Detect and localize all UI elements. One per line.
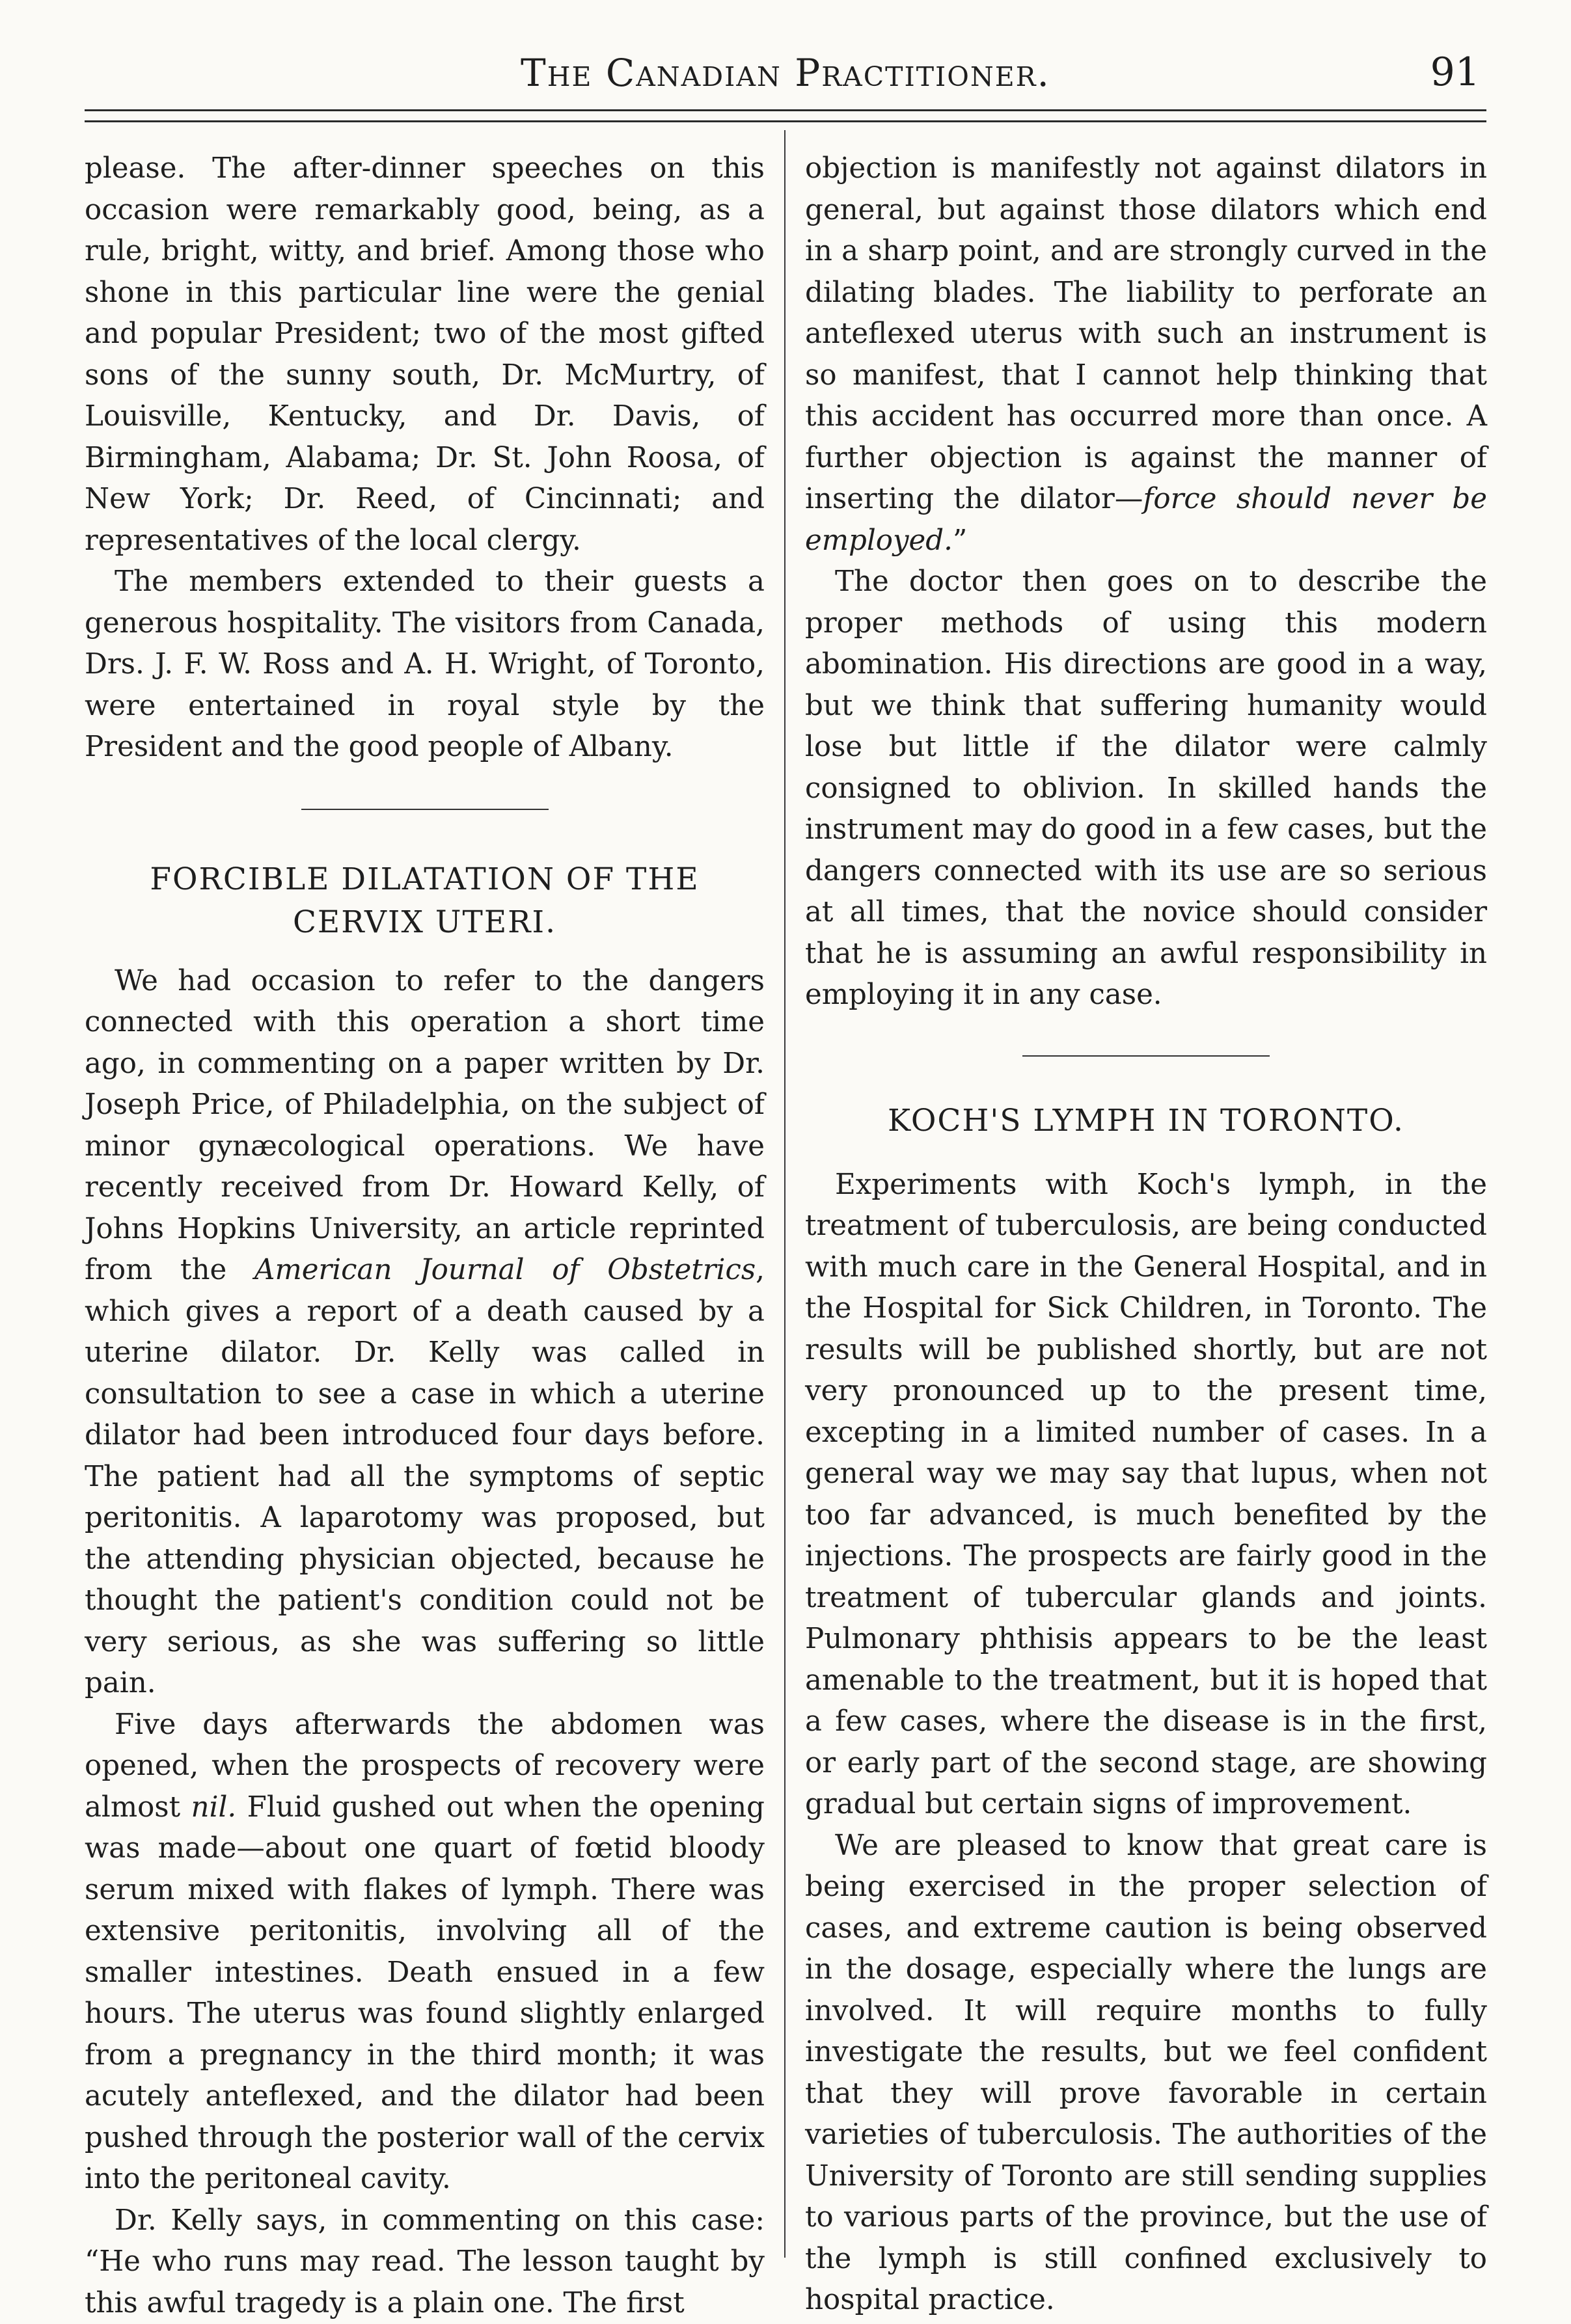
paragraph [85,961,765,1705]
right-column [805,148,1487,2321]
paragraph: please. The after-dinner speeches on this occasion were remarkably good, being, as a rule, bright, witty, and brief. Among those who shone in this particular line were the genial and popular President; two of the most gifted sons of the sunny south, Dr. McMurtry, of Louisville, Kentucky, and Dr. Davis, of Birmingham, Alabama; Dr. St. John Roosa, of New York; Dr. Reed, of Cincinnati; and representatives of the local clergy. [85,148,765,561]
header-rule-top [85,109,1486,111]
paragraph: The doctor then goes on to describe the proper methods of using this modern abomination. His directions are good in a way, but we think that suffering humanity would lose but little if the dilator were calmly consigned to oblivion. In skilled hands the instrument may do good in a few cases, but the dangers connected with its use are so serious at all times, that the novice should consider that he is assuming an awful responsibility in employing it in any case. [805,561,1487,1016]
column-divider [784,130,786,2258]
running-head [85,31,1486,103]
article-heading-kochs-lymph: KOCH'S LYMPH IN TORONTO. [805,1100,1487,1142]
paragraph [85,1705,765,2200]
text-run: objection is manifestly not against dilators in general, but against those dilators which end in a sharp point, and are strongly curved in the dilating blades. The liability to perforate an anteflexed uterus with such an instrument is so manifest, that I cannot help thinking that this accident has occurred more than once. A further objection is against the manner of inserting the dilator— [805,152,1487,515]
article-heading-forcible-dilatation: FORCIBLE DILATATION OF THE CERVIX UTERI. [85,858,765,944]
section-divider [1022,1055,1270,1057]
italic-quote: force should never be employed. [805,483,1487,557]
text-run: ” [953,524,967,557]
journal-name: American Journal of Obstetrics [254,1254,756,1286]
paragraph: Dr. Kelly says, in commenting on this case: “He who runs may read. The lesson taught by this awful tragedy is a plain one. The first [85,2200,765,2324]
left-column [85,148,765,2324]
paragraph: The members extended to their guests a generous hospitality. The visitors from Canada, Drs. J. F. W. Ross and A. H. Wright, of Toronto, were entertained in royal style by the President and the good people of Albany. [85,561,765,768]
text-run: We had occasion to refer to the dangers connected with this operation a short time ago, in commenting on a paper written by Dr. Joseph Price, of Philadelphia, on the subject of minor gynæcological operations. We have recently received from Dr. Howard Kelly, of Johns Hopkins University, an article reprinted from the [85,965,765,1287]
journal-title: The Canadian Practitioner. [85,51,1486,95]
section-divider [301,809,549,810]
text-run: Fluid gushed out when the opening was made—about one quart of fœtid bloody serum mixed with flakes of lymph. There was extensive peritonitis, involving all of the smaller intestines. Death ensued in a few hours. The uterus was found slightly enlarged from a pregnancy in the third month; it was acutely anteflexed, and the dilator had been pushed through the posterior wall of the cervix into the peritoneal cavity. [85,1791,765,2196]
page-number: 91 [1430,49,1480,95]
paragraph: Experiments with Koch's lymph, in the treatment of tuberculosis, are being conducted with much care in the General Hospital, and in the Hospital for Sick Children, in Toronto. The results will be published shortly, but are not very pronounced up to the present time, excepting in a limited number of cases. In a general way we may say that lupus, when not too far advanced, is much benefited by the injections. The prospects are fairly good in the treatment of tubercular glands and joints. Pulmonary phthisis appears to be the least amenable to the treatment, but it is hoped that a few cases, where the disease is in the first, or early part of the second stage, are showing gradual but certain signs of improvement. [805,1165,1487,1826]
paragraph [805,148,1487,561]
italic-word: nil. [191,1791,237,1824]
text-run: , which gives a report of a death caused by a uterine dilator. Dr. Kelly was called in consultation to see a case in which a uterine dilator had been introduced four days before. The patient had all the symptoms of septic peritonitis. A laparotomy was proposed, but the attending physician objected, because he thought the patient's condition could not be very serious, as she was suffering so little pain. [85,1254,765,1699]
header-rule-bottom [85,120,1486,122]
text-run: Five days afterwards the abdomen was opened, when the prospects of recovery were almost [85,1709,765,1824]
paragraph: We are pleased to know that great care is being exercised in the proper selection of cases, and extreme caution is being observed in the dosage, especially where the lungs are involved. It will require months to fully investigate the results, but we feel confident that they will prove favorable in certain varieties of tuberculosis. The authorities of the University of Toronto are still sending supplies to various parts of the province, but the use of the lymph is still confined exclusively to hospital practice. [805,1826,1487,2321]
